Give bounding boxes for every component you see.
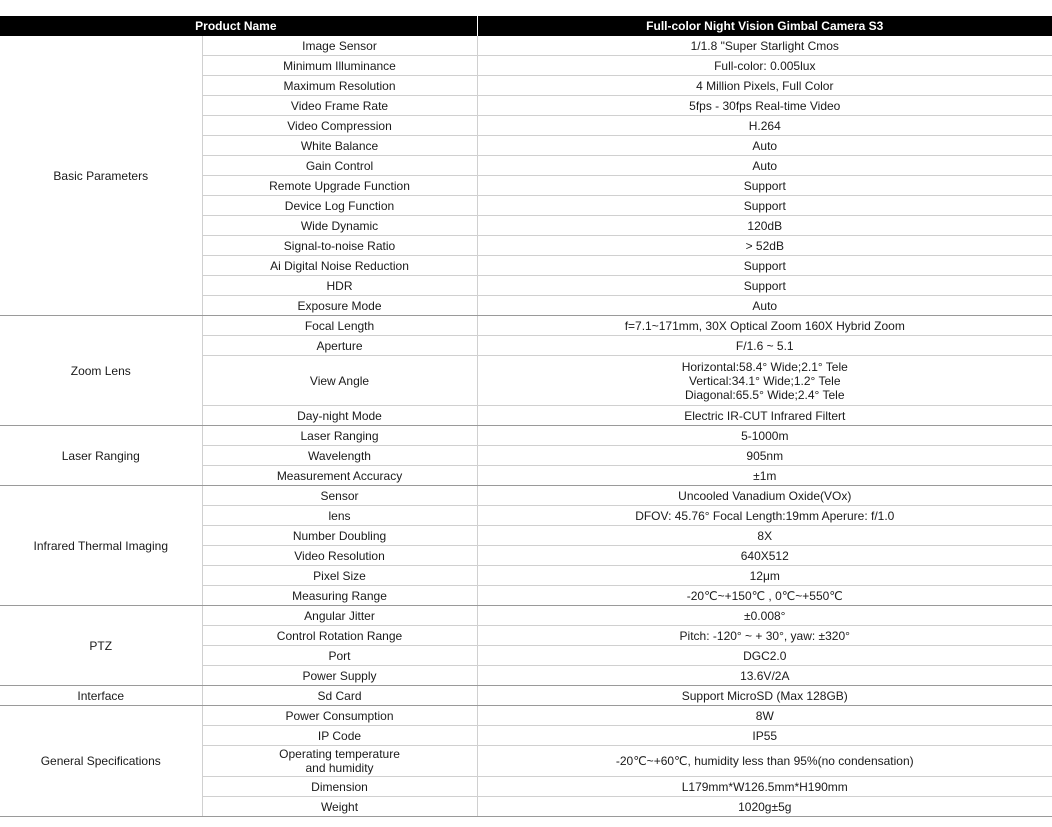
- table-row: [0, 36, 1052, 56]
- param-value-line: 4 Million Pixels, Full Color: [696, 78, 834, 93]
- param-value-cell: [477, 746, 1052, 777]
- param-value-line: 8W: [755, 708, 774, 723]
- param-value-cell: [477, 236, 1052, 256]
- param-name-cell: Image Sensor: [202, 36, 477, 56]
- param-value-line: Horizontal:58.4° Wide;2.1° Tele: [681, 359, 848, 374]
- param-value-line: Support: [743, 198, 786, 213]
- param-value-line: 120dB: [747, 218, 783, 233]
- param-value-line: Electric IR-CUT Infrared Filtert: [684, 408, 846, 423]
- param-value-cell: [477, 426, 1052, 446]
- param-name-cell: Number Doubling: [202, 526, 477, 546]
- param-value-line: Auto: [752, 298, 778, 313]
- param-name-cell: Wavelength: [202, 446, 477, 466]
- param-value-line: -20℃~+150℃ , 0℃~+550℃: [686, 588, 843, 603]
- param-value-line: F/1.6 ~ 5.1: [735, 338, 794, 353]
- param-value-line: 5fps - 30fps Real-time Video: [689, 98, 841, 113]
- param-name-cell: Day-night Mode: [202, 406, 477, 426]
- param-value-line: Uncooled Vanadium Oxide(VOx): [678, 488, 852, 503]
- param-name-cell: Maximum Resolution: [202, 76, 477, 96]
- param-name-cell: HDR: [202, 276, 477, 296]
- param-value-line: Auto: [752, 138, 778, 153]
- param-value-line: f=7.1~171mm, 30X Optical Zoom 160X Hybrid Zoom: [624, 318, 905, 333]
- param-value-cell: [477, 96, 1052, 116]
- param-name-cell: Ai Digital Noise Reduction: [202, 256, 477, 276]
- product-name-value: Full-color Night Vision Gimbal Camera S3: [477, 16, 1052, 36]
- param-value-line: Support: [743, 258, 786, 273]
- param-value-line: > 52dB: [745, 238, 784, 253]
- spec-table: [0, 16, 1052, 817]
- param-name-cell: Angular Jitter: [202, 606, 477, 626]
- param-name-cell: Measuring Range: [202, 586, 477, 606]
- param-value-cell: [477, 626, 1052, 646]
- param-value-line: DGC2.0: [743, 648, 787, 663]
- group-name-cell: PTZ: [0, 606, 202, 686]
- param-value-cell: [477, 296, 1052, 316]
- param-value-cell: [477, 526, 1052, 546]
- table-row: [0, 486, 1052, 506]
- param-value-cell: [477, 446, 1052, 466]
- param-value-line: 5-1000m: [741, 428, 789, 443]
- param-value-line: 905nm: [746, 448, 784, 463]
- param-value-line: 640X512: [740, 548, 789, 563]
- param-name-cell: Video Resolution: [202, 546, 477, 566]
- table-row: [0, 706, 1052, 726]
- group-name-cell: Laser Ranging: [0, 426, 202, 486]
- param-value-line: ±0.008°: [744, 608, 786, 623]
- param-value-line: Support: [743, 278, 786, 293]
- param-value-cell: [477, 176, 1052, 196]
- param-value-cell: [477, 56, 1052, 76]
- param-value-cell: [477, 156, 1052, 176]
- param-value-cell: [477, 546, 1052, 566]
- param-name-cell: Aperture: [202, 336, 477, 356]
- param-value-cell: [477, 797, 1052, 817]
- param-value-cell: [477, 466, 1052, 486]
- param-value-cell: [477, 566, 1052, 586]
- param-value-line: H.264: [748, 118, 781, 133]
- param-value-cell: [477, 116, 1052, 136]
- group-name-cell: Basic Parameters: [0, 36, 202, 316]
- param-value-line: -20℃~+60℃, humidity less than 95%(no condensation): [615, 754, 914, 768]
- param-value-cell: [477, 777, 1052, 797]
- param-name-cell: Remote Upgrade Function: [202, 176, 477, 196]
- param-value-cell: [477, 726, 1052, 746]
- param-value-line: Vertical:34.1° Wide;1.2° Tele: [689, 373, 841, 388]
- param-name-cell: Signal-to-noise Ratio: [202, 236, 477, 256]
- param-name-cell: Control Rotation Range: [202, 626, 477, 646]
- param-name-line: Operating temperature: [279, 747, 400, 761]
- param-value-cell: [477, 276, 1052, 296]
- param-name-line: and humidity: [305, 761, 374, 775]
- param-name-cell: Video Compression: [202, 116, 477, 136]
- param-name-cell: Laser Ranging: [202, 426, 477, 446]
- param-value-line: 13.6V/2A: [740, 668, 790, 683]
- param-name-cell: View Angle: [202, 356, 477, 406]
- param-value-line: 8X: [757, 528, 773, 543]
- group-name-cell: Interface: [0, 686, 202, 706]
- group-name-cell: Zoom Lens: [0, 316, 202, 426]
- param-name-cell: Sensor: [202, 486, 477, 506]
- param-value-cell: [477, 76, 1052, 96]
- param-value-cell: [477, 586, 1052, 606]
- param-value-line: 12μm: [749, 568, 780, 583]
- param-name-cell: Dimension: [202, 777, 477, 797]
- param-name-cell: Power Supply: [202, 666, 477, 686]
- param-name-cell: Device Log Function: [202, 196, 477, 216]
- param-value-line: Support: [743, 178, 786, 193]
- param-value-cell: [477, 136, 1052, 156]
- param-value-cell: [477, 666, 1052, 686]
- param-name-cell: IP Code: [202, 726, 477, 746]
- param-name-cell: White Balance: [202, 136, 477, 156]
- param-value-cell: [477, 406, 1052, 426]
- param-name-cell: Wide Dynamic: [202, 216, 477, 236]
- param-value-line: IP55: [752, 728, 778, 743]
- param-value-line: L179mm*W126.5mm*H190mm: [681, 779, 848, 794]
- spec-body: [0, 36, 1052, 817]
- param-value-line: Pitch: -120° ~ + 30°, yaw: ±320°: [679, 628, 850, 643]
- param-name-cell: Sd Card: [202, 686, 477, 706]
- param-value-line: 1/1.8 "Super Starlight Cmos: [690, 38, 839, 53]
- param-name-cell: Focal Length: [202, 316, 477, 336]
- param-value-cell: [477, 216, 1052, 236]
- param-value-cell: [477, 256, 1052, 276]
- table-row: [0, 606, 1052, 626]
- param-value-line: Auto: [752, 158, 778, 173]
- param-value-cell: [477, 36, 1052, 56]
- table-row: [0, 426, 1052, 446]
- param-name-cell: lens: [202, 506, 477, 526]
- param-value-cell: [477, 356, 1052, 406]
- param-name-cell: Power Consumption: [202, 706, 477, 726]
- param-value-cell: [477, 196, 1052, 216]
- header-row: [0, 16, 1052, 36]
- param-name-cell: Measurement Accuracy: [202, 466, 477, 486]
- param-name-cell: Video Frame Rate: [202, 96, 477, 116]
- param-value-cell: [477, 646, 1052, 666]
- param-value-cell: [477, 336, 1052, 356]
- param-name-cell: Exposure Mode: [202, 296, 477, 316]
- group-name-cell: Infrared Thermal Imaging: [0, 486, 202, 606]
- param-value-cell: [477, 686, 1052, 706]
- param-value-line: ±1m: [753, 468, 777, 483]
- param-value-line: DFOV: 45.76° Focal Length:19mm Aperure: f/1.0: [635, 508, 895, 523]
- param-name-cell: Minimum Illuminance: [202, 56, 477, 76]
- param-value-line: Diagonal:65.5° Wide;2.4° Tele: [685, 387, 845, 402]
- param-value-cell: [477, 486, 1052, 506]
- product-name-label: Product Name: [0, 16, 477, 36]
- param-value-cell: [477, 606, 1052, 626]
- param-name-cell: Port: [202, 646, 477, 666]
- param-value-line: 1020g±5g: [738, 799, 792, 814]
- param-name-cell: Gain Control: [202, 156, 477, 176]
- param-name-cell: Weight: [202, 797, 477, 817]
- param-name-cell: Pixel Size: [202, 566, 477, 586]
- table-row: [0, 686, 1052, 706]
- param-value-cell: [477, 706, 1052, 726]
- param-value-line: Full-color: 0.005lux: [714, 58, 816, 73]
- param-name-cell: [202, 746, 477, 777]
- table-row: [0, 316, 1052, 336]
- param-value-line: Support MicroSD (Max 128GB): [681, 688, 848, 703]
- param-value-cell: [477, 506, 1052, 526]
- group-name-cell: General Specifications: [0, 706, 202, 817]
- param-value-cell: [477, 316, 1052, 336]
